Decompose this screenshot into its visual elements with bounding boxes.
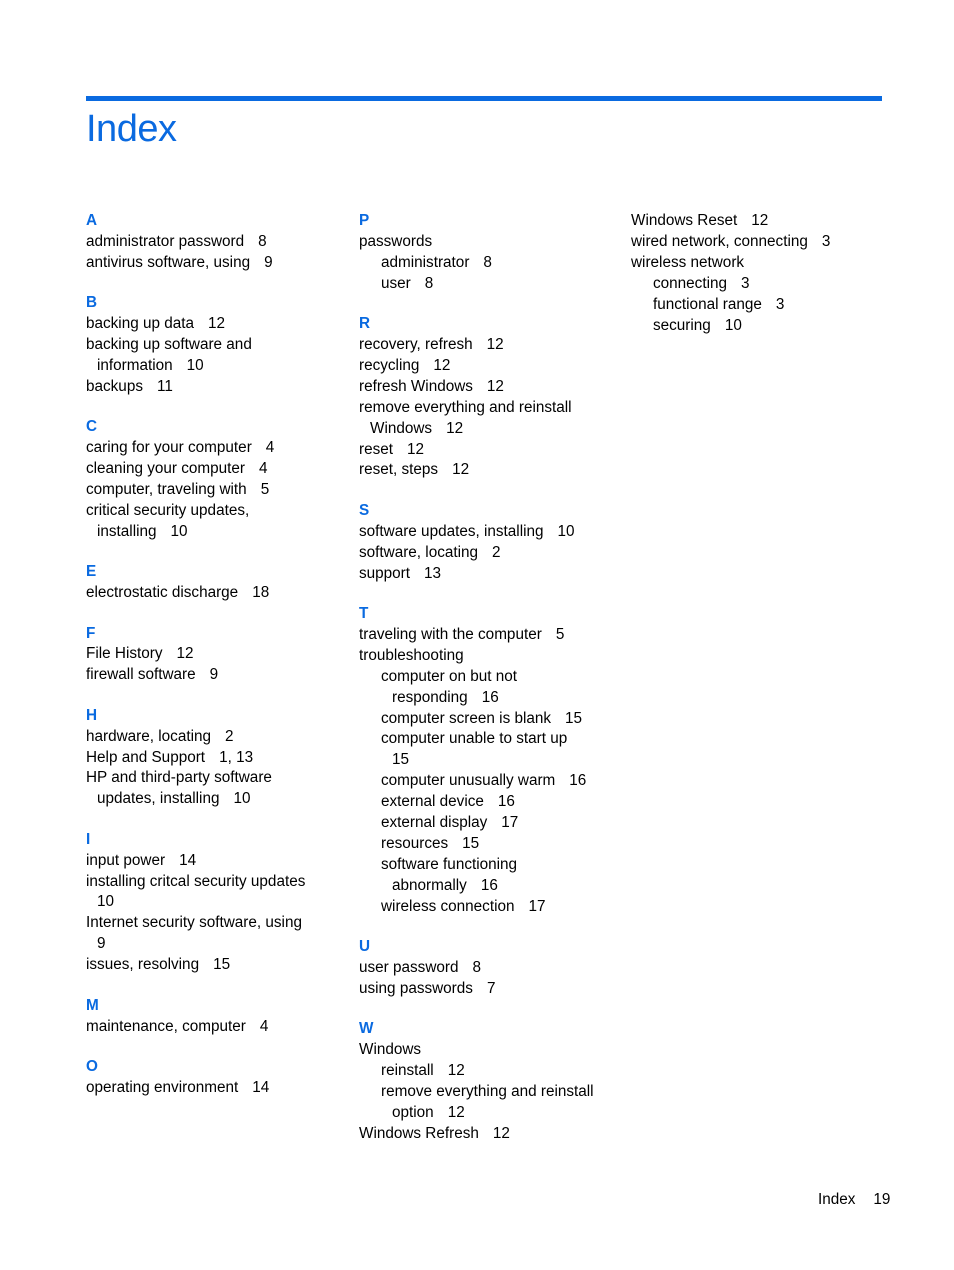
section-letter: B (86, 294, 98, 312)
entry-term: Help and Support (86, 748, 206, 766)
entry-term: reinstall (381, 1062, 434, 1080)
entry-page-ref: 16 (497, 793, 515, 811)
index-entry (86, 748, 336, 769)
entry-term: computer unable to start up (381, 730, 568, 748)
index-entry (631, 232, 891, 253)
index-entry (359, 1040, 619, 1061)
entry-term: administrator password (86, 232, 245, 250)
index-entry (631, 295, 891, 316)
index-entry (86, 934, 336, 955)
entry-term: wireless connection (381, 897, 515, 915)
entry-term: support (359, 564, 411, 582)
index-entry (359, 1061, 619, 1082)
section-letter: O (86, 1057, 98, 1075)
entry-term: maintenance, computer (86, 1017, 246, 1035)
index-entry (359, 709, 619, 730)
index-entry (359, 460, 619, 481)
entry-term: responding (392, 688, 468, 706)
entry-term: Windows Refresh (359, 1124, 479, 1142)
entry-term: Windows (359, 1041, 422, 1059)
section-letter: U (359, 938, 371, 956)
entry-term: computer on but not (381, 667, 518, 685)
entry-term: input power (86, 851, 166, 869)
entry-page-ref: 12 (446, 419, 464, 437)
index-entry (86, 851, 336, 872)
entry-term: wireless network (631, 253, 745, 271)
index-entry (359, 688, 619, 709)
index-entry (359, 419, 619, 440)
entry-term: reset (359, 440, 394, 458)
index-entry (359, 646, 619, 667)
entry-term: remove everything and reinstall (381, 1083, 594, 1101)
entry-page-ref: 14 (252, 1078, 270, 1096)
entry-page-ref: 12 (447, 1062, 465, 1080)
entry-term: troubleshooting (359, 646, 464, 664)
section-letter: T (359, 605, 369, 622)
index-section (86, 624, 336, 687)
entry-term: 15 (392, 751, 410, 769)
index-entry (359, 771, 619, 792)
section-letter: A (86, 212, 98, 229)
page-footer (818, 1190, 890, 1210)
entry-page-ref: 17 (501, 814, 519, 832)
index-section (86, 996, 336, 1038)
index-entry (86, 892, 336, 913)
title-rule (86, 96, 882, 101)
entry-term: 9 (97, 935, 106, 953)
index-section (86, 417, 336, 542)
entry-term: user (381, 274, 411, 292)
entry-term: software, locating (359, 543, 479, 561)
entry-term: functional range (653, 295, 762, 313)
index-entry (86, 314, 336, 335)
entry-term: backing up software and (86, 336, 252, 354)
entry-page-ref: 5 (260, 480, 270, 498)
entry-page-ref: 7 (486, 979, 496, 997)
entry-page-ref: 12 (433, 356, 451, 374)
section-letter: M (86, 996, 99, 1014)
entry-term: remove everything and reinstall (359, 398, 572, 416)
section-letter: P (359, 212, 370, 229)
entry-page-ref: 4 (259, 460, 268, 478)
index-entry (86, 955, 336, 976)
entry-page-ref: 16 (569, 772, 587, 790)
entry-page-ref: 8 (424, 274, 434, 292)
entry-term: passwords (359, 232, 433, 250)
entry-term: Internet security software, using (86, 914, 302, 932)
index-section (86, 830, 336, 976)
index-entry (359, 522, 619, 543)
entry-page-ref: 3 (775, 295, 785, 313)
entry-page-ref: 1, 13 (219, 748, 254, 766)
entry-term: Windows (370, 419, 433, 437)
entry-term: caring for your computer (86, 439, 252, 457)
index-entry (359, 876, 619, 897)
index-section (86, 293, 336, 398)
entry-page-ref: 12 (407, 440, 425, 458)
index-entry (359, 377, 619, 398)
entry-term: wired network, connecting (631, 232, 808, 250)
entry-page-ref: 4 (259, 1017, 269, 1035)
index-entry (86, 459, 336, 480)
index-entry (86, 913, 336, 934)
index-section (359, 1019, 619, 1144)
entry-page-ref: 10 (724, 316, 742, 334)
index-section (86, 1057, 336, 1099)
entry-term: installing critcal security updates (86, 872, 306, 890)
section-letter: W (359, 1020, 374, 1038)
index-column-3 (631, 211, 891, 356)
entry-page-ref: 10 (186, 356, 204, 374)
entry-term: reset, steps (359, 461, 439, 479)
entry-page-ref: 18 (252, 584, 270, 602)
index-section (86, 706, 336, 811)
index-entry (359, 834, 619, 855)
index-section (359, 314, 619, 481)
entry-page-ref: 17 (528, 897, 546, 915)
entry-term: antivirus software, using (86, 253, 251, 271)
index-entry (359, 440, 619, 461)
entry-term: issues, resolving (86, 956, 200, 974)
entry-term: administrator (381, 253, 470, 271)
entry-term: computer screen is blank (381, 709, 552, 727)
index-entry (359, 253, 619, 274)
section-letter: H (86, 706, 98, 724)
index-entry (86, 1017, 336, 1038)
section-letter: F (86, 624, 96, 642)
entry-term: recovery, refresh (359, 336, 473, 354)
entry-page-ref: 3 (821, 232, 831, 250)
entry-term: operating environment (86, 1078, 239, 1096)
entry-term: recycling (359, 356, 420, 374)
entry-term: computer unusually warm (381, 772, 556, 790)
index-entry (359, 1082, 619, 1103)
index-section (86, 562, 336, 604)
entry-page-ref: 15 (462, 834, 480, 852)
entry-page-ref: 2 (492, 543, 501, 561)
footer-page-number: 19 (873, 1191, 891, 1208)
entry-term: resources (381, 834, 449, 852)
entry-page-ref: 8 (472, 959, 481, 976)
index-entry (359, 335, 619, 356)
entry-term: external device (381, 793, 484, 811)
index-entry (86, 872, 336, 893)
entry-term: software functioning (381, 855, 518, 873)
index-entry (359, 750, 619, 771)
entry-term: traveling with the computer (359, 625, 542, 643)
entry-page-ref: 5 (555, 625, 565, 643)
entry-term: electrostatic discharge (86, 584, 239, 602)
entry-page-ref: 10 (557, 522, 575, 540)
entry-page-ref: 9 (209, 666, 219, 684)
page-title: Index (86, 108, 177, 150)
section-letter: I (86, 830, 91, 848)
entry-page-ref: 3 (741, 274, 750, 292)
index-entry (86, 501, 336, 522)
index-entry (86, 583, 336, 604)
entry-page-ref: 16 (481, 688, 499, 706)
index-entry (359, 958, 619, 979)
index-entry (86, 377, 336, 398)
entry-term: information (97, 356, 173, 374)
index-entry (86, 644, 336, 665)
entry-page-ref: 12 (176, 645, 194, 663)
entry-page-ref: 13 (424, 564, 442, 582)
entry-term: File History (86, 645, 163, 663)
entry-page-ref: 12 (751, 212, 769, 229)
entry-term: abnormally (392, 876, 467, 894)
section-letter: C (86, 418, 98, 436)
index-entry (631, 211, 891, 232)
section-letter: S (359, 501, 370, 519)
index-entry (86, 665, 336, 686)
index-section (359, 604, 619, 918)
index-entry (359, 1124, 619, 1145)
index-column-2 (359, 211, 619, 1164)
entry-term: external display (381, 814, 488, 832)
entry-page-ref: 12 (447, 1103, 465, 1121)
entry-page-ref: 2 (225, 727, 234, 745)
entry-term: computer, traveling with (86, 480, 247, 498)
entry-page-ref: 12 (208, 315, 226, 333)
index-entry (359, 398, 619, 419)
entry-term: installing (97, 522, 157, 540)
entry-page-ref: 4 (265, 439, 275, 457)
entry-term: option (392, 1103, 434, 1121)
entry-page-ref: 15 (565, 709, 583, 727)
index-entry (86, 356, 336, 377)
index-section (631, 211, 891, 336)
index-entry (359, 356, 619, 377)
entry-term: backups (86, 377, 143, 395)
entry-page-ref: 8 (483, 253, 492, 271)
index-entry (631, 253, 891, 274)
entry-term: user password (359, 959, 459, 976)
index-entry (359, 564, 619, 585)
index-entry (359, 274, 619, 295)
entry-term: connecting (653, 274, 727, 292)
entry-term: 10 (97, 893, 115, 911)
entry-page-ref: 16 (480, 876, 498, 894)
index-entry (86, 522, 336, 543)
entry-term: firewall software (86, 666, 196, 684)
entry-term: refresh Windows (359, 377, 473, 395)
footer-label: Index (818, 1191, 856, 1208)
entry-page-ref: 15 (213, 956, 231, 974)
entry-term: using passwords (359, 979, 473, 997)
entry-term: updates, installing (97, 790, 220, 808)
index-section (86, 211, 336, 274)
index-entry (86, 480, 336, 501)
index-entry (359, 979, 619, 1000)
index-entry (86, 232, 336, 253)
index-entry (359, 625, 619, 646)
index-entry (86, 438, 336, 459)
entry-term: software updates, installing (359, 522, 544, 540)
index-entry (86, 335, 336, 356)
index-section (359, 211, 619, 295)
section-letter: R (359, 315, 371, 333)
index-entry (86, 768, 336, 789)
entry-term: securing (653, 316, 711, 334)
index-entry (359, 667, 619, 688)
index-entry (86, 727, 336, 748)
entry-page-ref: 10 (233, 790, 251, 808)
index-entry (359, 855, 619, 876)
entry-page-ref: 8 (258, 232, 267, 250)
entry-page-ref: 9 (264, 253, 273, 271)
index-entry (359, 897, 619, 918)
entry-page-ref: 12 (486, 336, 504, 354)
index-entry (631, 274, 891, 295)
entry-page-ref: 12 (486, 377, 504, 395)
entry-term: Windows Reset (631, 212, 738, 229)
entry-page-ref: 12 (452, 461, 470, 479)
index-section (359, 501, 619, 585)
index-entry (631, 316, 891, 337)
index-entry (359, 543, 619, 564)
index-section (359, 937, 619, 1000)
entry-page-ref: 14 (179, 851, 197, 869)
entry-term: backing up data (86, 315, 195, 333)
entry-page-ref: 11 (156, 377, 173, 395)
entry-term: cleaning your computer (86, 460, 246, 478)
index-entry (359, 813, 619, 834)
index-column-1 (86, 211, 336, 1118)
index-entry (359, 792, 619, 813)
entry-term: HP and third-party software (86, 769, 272, 787)
entry-term: critical security updates, (86, 501, 250, 519)
entry-page-ref: 12 (492, 1124, 510, 1142)
index-entry (86, 253, 336, 274)
index-entry (359, 729, 619, 750)
entry-term: hardware, locating (86, 727, 211, 745)
index-entry (86, 789, 336, 810)
entry-page-ref: 10 (170, 522, 188, 540)
section-letter: E (86, 563, 97, 581)
index-entry (359, 232, 619, 253)
index-entry (359, 1103, 619, 1124)
index-entry (86, 1078, 336, 1099)
